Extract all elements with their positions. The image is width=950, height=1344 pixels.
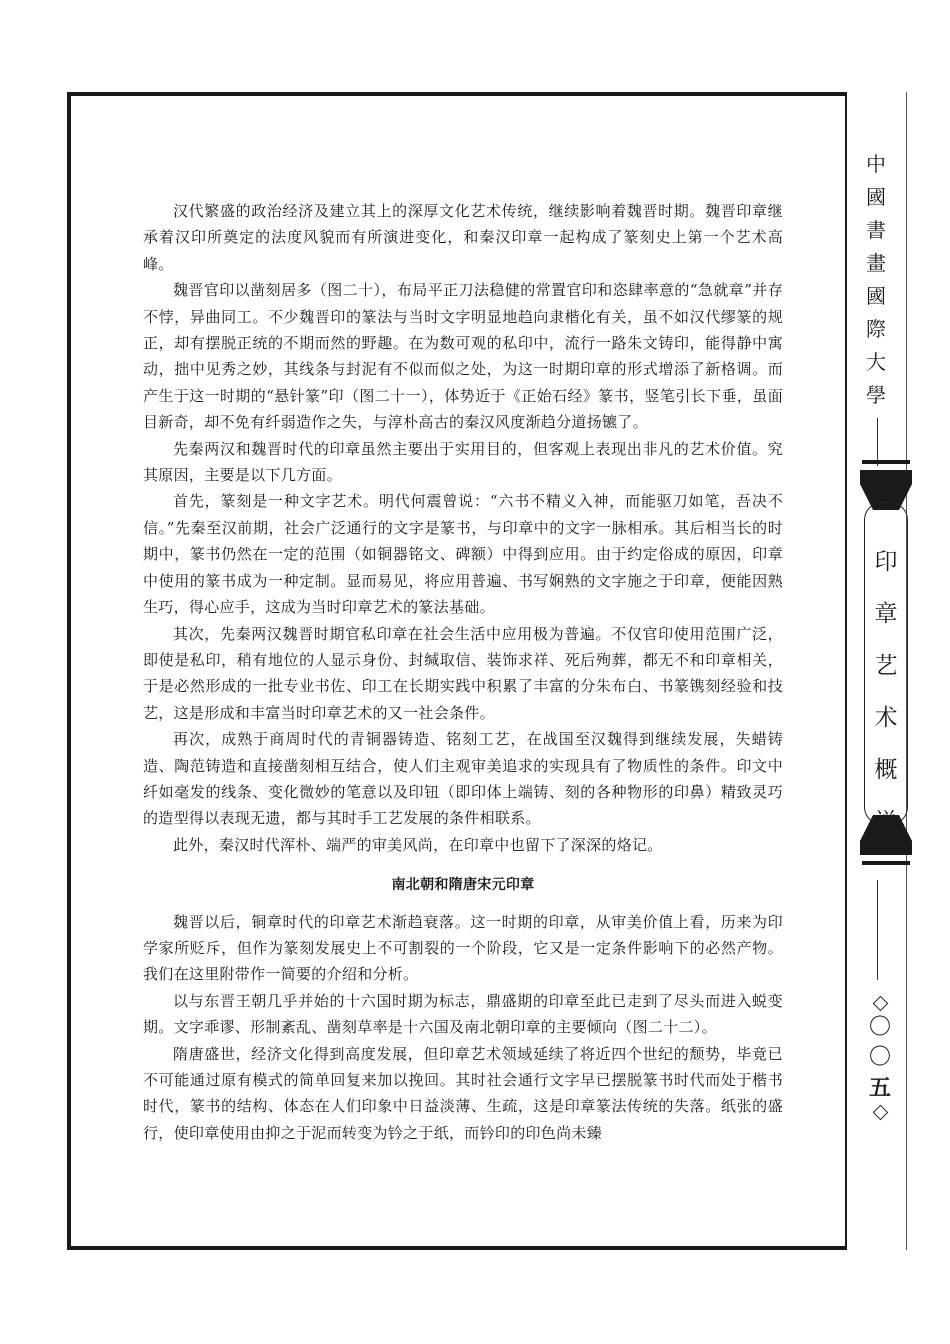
paragraph: 先秦两汉和魏晋时代的印章虽然主要出于实用目的，但客观上表现出非凡的艺术价值。究其原因，主要是以下几方面。 bbox=[143, 439, 783, 485]
series-title-char: 際 bbox=[866, 317, 886, 341]
paragraph: 此外，秦汉时代浑朴、端严的审美风尚，在印章中也留下了深深的烙记。 bbox=[173, 835, 663, 854]
paragraph: 魏晋官印以凿刻居多（图二十），布局平正刀法稳健的常置官印和恣肆率意的“急就章”并存不悖，异曲同工。不少魏晋印的篆法与当时文字明显地趋向隶楷化有关，虽不如汉代缪篆的规正，却有摆脱正统的不期而然的野趣。在为数可观的私印中，流行一路朱文铸印，能得静中寓动，拙中见秀之妙，其线条与封泥有不似而似之处，为这一时期印章的形式增添了新格调。而产生于这一时期的“悬针篆”印（图二十一），体势近于《正始石经》篆书，竖笔引长下垂，虽面目新奇，却不免有纤弱造作之失，与淳朴高古的秦汉风度渐趋分道扬镳了。 bbox=[143, 281, 783, 432]
frame-divider-line bbox=[845, 92, 847, 1250]
paragraph: 其次，先秦两汉魏晋时期官私印章在社会生活中应用极为普遍。不仅官印使用范围广泛，即使是私印，稍有地位的人显示身份、封缄取信、装饰求祥、死后殉葬，都无不和印章相关，于是必然形成的一批专业书佐、印工在长期实践中积累了丰富的分朱布白、书篆镌刻经验和技艺，这是形成和丰富当时印章艺术的又一社会条件。 bbox=[143, 624, 783, 722]
cartouche-bar bbox=[862, 460, 910, 464]
paragraph: 魏晋以后，铜章时代的印章艺术渐趋衰落。这一时期的印章，从审美价值上看，历来为印学家所贬斥，但作为篆刻发展史上不可割裂的一个阶段，它又是一定条件影响下的必然产物。我们在这里附带作一简要的介绍和分析。 bbox=[143, 912, 783, 984]
book-title bbox=[860, 536, 912, 848]
series-title-char: 國 bbox=[866, 284, 886, 308]
page-number-char: 〇 bbox=[868, 1045, 891, 1070]
sidebar-rule bbox=[877, 418, 878, 466]
page-number-char: 〇 bbox=[868, 1015, 891, 1040]
diamond-ornament-icon bbox=[872, 1105, 888, 1121]
diamond-ornament-icon bbox=[872, 996, 888, 1012]
section-heading: 南北朝和隋唐宋元印章 bbox=[391, 877, 535, 894]
series-title-char: 大 bbox=[866, 350, 886, 374]
book-title-char: 章 bbox=[874, 601, 898, 627]
cartouche-bar bbox=[862, 861, 910, 865]
paragraph: 再次，成熟于商周时代的青铜器铸造、铭刻工艺，在战国至汉魏得到继续发展，失蜡铸造、陶范铸造和直接凿刻相互结合，使人们主观审美追求的实现具有了物质性的条件。印文中纤如毫发的线条、变化微妙的笔意以及印钮（即印体上端铸、刻的各种物形的印鼻）精致灵巧的造型得以表现无遗，都与其时手工艺发展的条件相联系。 bbox=[143, 730, 783, 828]
main-text bbox=[143, 198, 783, 1146]
series-title-char: 學 bbox=[866, 383, 886, 407]
series-title-char: 中 bbox=[866, 152, 886, 176]
book-title-char: 艺 bbox=[874, 653, 898, 679]
series-title bbox=[858, 148, 894, 412]
series-title-char: 國 bbox=[866, 185, 886, 209]
paragraph: 汉代繁盛的政治经济及建立其上的深厚文化艺术传统，继续影响着魏晋时期。魏晋印章继承着汉印所奠定的法度风貌而有所演进变化，和秦汉印章一起构成了篆刻史上第一个艺术高峰。 bbox=[143, 202, 783, 273]
series-title-char: 畫 bbox=[866, 251, 886, 275]
page-number bbox=[862, 994, 898, 1122]
paragraph: 隋唐盛世，经济文化得到高度发展，但印章艺术领域延续了将近四个世纪的颓势，毕竟已不可能通过原有模式的简单回复来加以挽回。其时社会通行文字早已摆脱篆书时代而处于楷书时代，篆书的结构、体态在人们印象中日益淡薄、生疏，这是印章篆法传统的失落。纸张的盛行，使印章使用由抑之于泥而转变为钤之于纸，而钤印的印色尚未臻 bbox=[143, 1044, 783, 1142]
book-title-char: 印 bbox=[874, 549, 898, 575]
sidebar-rule bbox=[877, 880, 878, 980]
book-title-char: 说 bbox=[874, 809, 898, 835]
paragraph: 以与东晋王朝几乎并始的十六国时期为标志，鼎盛期的印章至此已走到了尽头而进入蜕变期。文字乖谬、形制紊乱、凿刻草率是十六国及南北朝印章的主要倾向（图二十二）。 bbox=[143, 991, 783, 1037]
book-title-char: 术 bbox=[874, 705, 898, 731]
page-number-char: 五 bbox=[868, 1075, 891, 1101]
series-title-char: 書 bbox=[866, 218, 886, 242]
book-title-char: 概 bbox=[874, 757, 898, 783]
paragraph: 首先，篆刻是一种文字艺术。明代何震曾说：“六书不精义入神，而能驱刀如笔，吾决不信。”先秦至汉前期，社会广泛通行的文字是篆书，与印章中的文字一脉相承。其后相当长的时期中，篆书仍然在一定的范围（如铜器铭文、碑额）中得到应用。由于约定俗成的原因，印章中使用的篆书成为一种定制。显而易见，将应用普遍、书写娴熟的文字施之于印章，便能因熟生巧，得心应手，这成为当时印章艺术的篆法基础。 bbox=[143, 492, 783, 617]
